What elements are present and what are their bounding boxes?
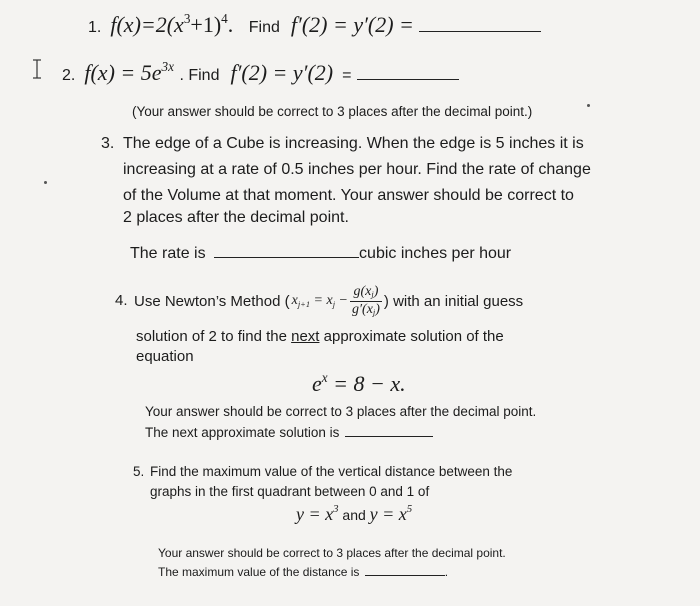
question-4-after: ) with an initial guess xyxy=(383,292,524,310)
question-3-rate-label: The rate is xyxy=(130,245,206,262)
question-1-answer-blank[interactable] xyxy=(419,17,541,32)
equation-and: and xyxy=(342,507,366,523)
equation-y-x-fifth: $y = x^5$ xyxy=(369,503,413,524)
question-3-line-4: 2 places after the decimal point. xyxy=(123,209,349,226)
question-5-line-2: graphs in the first quadrant between 0 and 1 of xyxy=(150,484,430,499)
question-5-note: Your answer should be correct to 3 places after the decimal point. xyxy=(158,546,506,560)
question-4-note: Your answer should be correct to 3 places after the decimal point. xyxy=(145,404,537,419)
newton-fraction-numerator: g(xj) xyxy=(350,284,382,302)
note-three-places: (Your answer should be correct to 3 places after the decimal point.) xyxy=(132,104,533,119)
question-3-line-1: The edge of a Cube is increasing. When the edge is 5 inches it is xyxy=(123,135,584,152)
question-3-rate-unit: cubic inches per hour xyxy=(359,245,512,262)
question-3-answer-blank[interactable] xyxy=(214,243,359,258)
question-4-line-3: equation xyxy=(136,348,194,365)
question-3-line-2: increasing at a rate of 0.5 inches per hour. Find the rate of change xyxy=(123,161,591,178)
question-2 xyxy=(62,60,459,86)
question-2-find: . Find xyxy=(179,67,220,84)
newton-fraction xyxy=(350,284,382,319)
text-cursor-icon xyxy=(30,58,44,80)
question-3-line-3: of the Volume at that moment. Your answer should be correct to xyxy=(123,187,574,204)
question-2-answer-blank[interactable] xyxy=(357,65,459,80)
question-4-answer-label: The next approximate solution is xyxy=(145,425,340,440)
newton-fraction-denominator: g′(xj) xyxy=(351,301,380,318)
question-4-number: 4. xyxy=(115,292,128,309)
question-2-number: 2. xyxy=(62,67,76,84)
question-5-answer-row: The maximum value of the distance is . xyxy=(158,565,449,579)
question-3-number: 3. xyxy=(101,135,115,152)
newton-formula: xj+1 = xj − xyxy=(291,293,348,309)
question-2-equals: = xyxy=(342,67,352,84)
question-1-number: 1. xyxy=(88,19,102,36)
question-1 xyxy=(88,12,541,38)
question-5-line-1: Find the maximum value of the vertical distance between the xyxy=(150,464,513,479)
question-4-equation: $e^x = 8 - x$. xyxy=(312,369,406,396)
question-4-answer-blank[interactable] xyxy=(345,424,433,437)
stray-dot xyxy=(587,104,590,107)
question-1-find: Find xyxy=(248,19,280,36)
question-4-intro: Use Newton’s Method ( xyxy=(134,292,290,310)
question-5-answer-blank[interactable] xyxy=(365,564,445,576)
equation-y-x-cubed: $y = x^3$ xyxy=(296,503,339,524)
question-1-target: f′(2) = y′(2) = xyxy=(290,12,414,37)
question-2-target: f′(2) = y′(2) xyxy=(230,60,334,85)
question-5-equations xyxy=(296,504,412,525)
stray-dot xyxy=(44,181,47,184)
question-4-answer-row xyxy=(145,424,433,440)
question-1-expression: $f(x)=2(x^3+1)^4$. xyxy=(110,10,234,37)
question-5-number: 5. xyxy=(133,464,145,479)
question-3-rate-row xyxy=(130,243,511,263)
underlined-next: next xyxy=(291,328,320,345)
question-5-answer-label: The maximum value of the distance is xyxy=(158,565,360,579)
question-4-line-2: solution of 2 to find the next approximate solution of the xyxy=(136,328,504,345)
question-4-line-1 xyxy=(134,278,523,324)
question-2-expression: $f(x) = 5e^{3x}$ xyxy=(84,58,174,85)
